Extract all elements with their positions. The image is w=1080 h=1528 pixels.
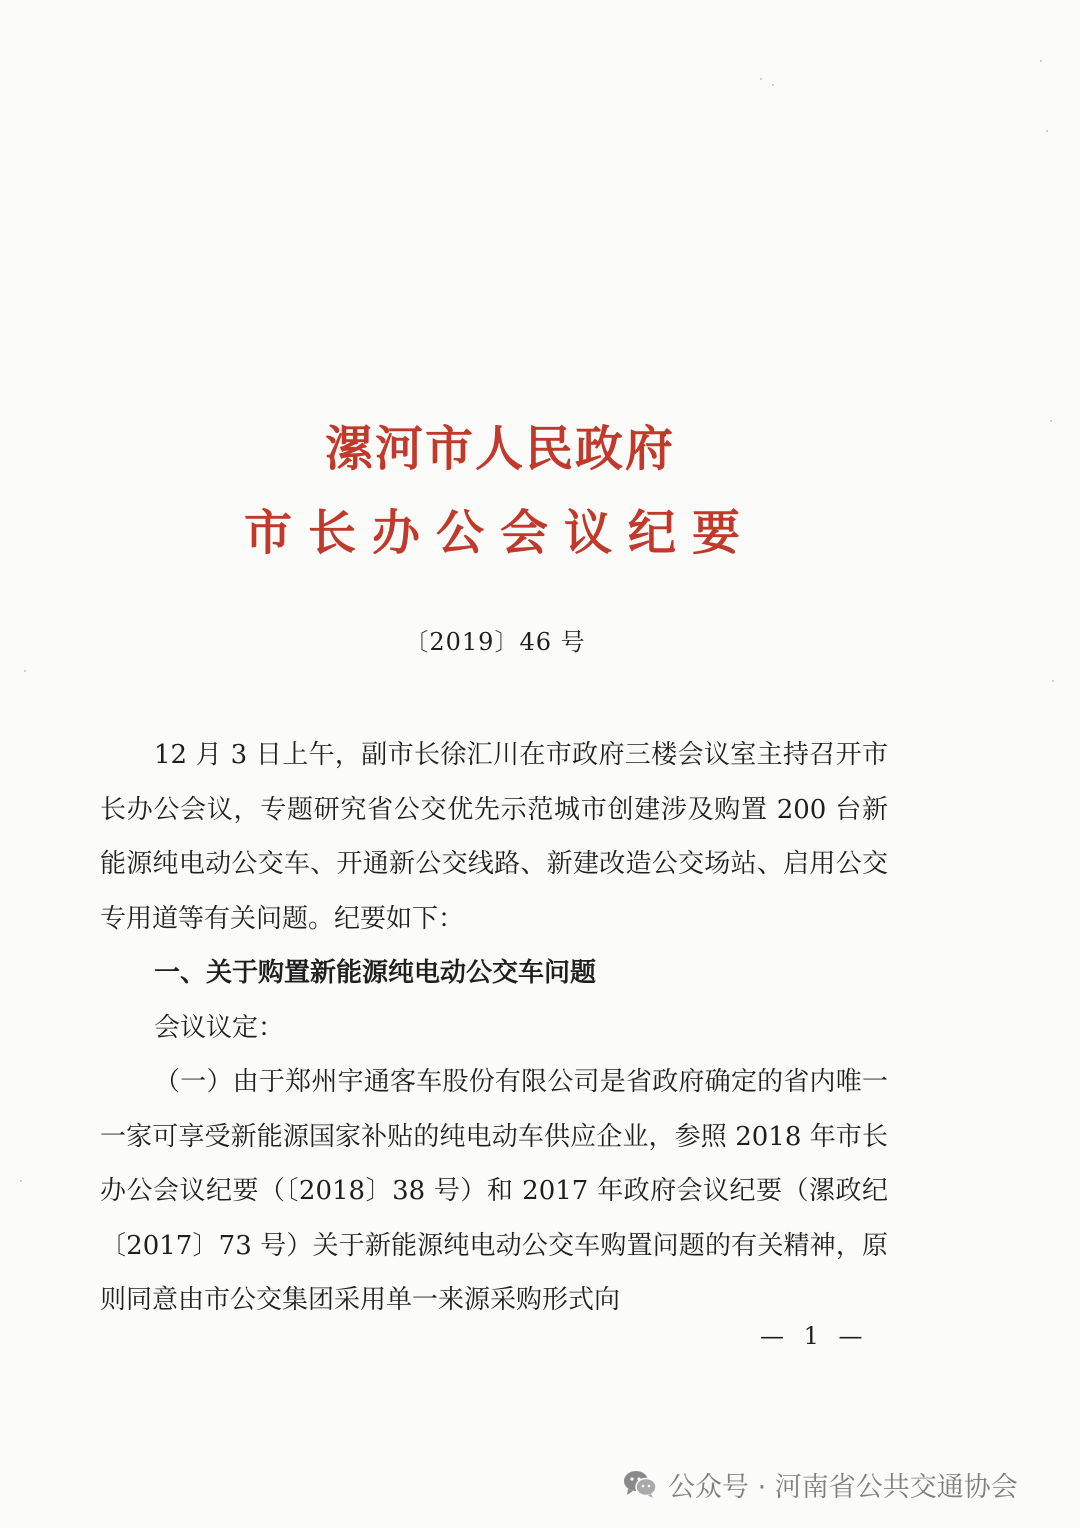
page-number: — 1 —	[760, 1322, 869, 1350]
document-body	[100, 728, 888, 1328]
scan-speck	[1040, 60, 1042, 62]
section-heading: 一、关于购置新能源纯电动公交车问题	[154, 958, 597, 988]
issuer-title: 漯河市人民政府	[324, 421, 675, 477]
scan-speck	[20, 1180, 22, 1182]
document-type-title: 市长办公会议纪要	[243, 505, 756, 561]
scan-speck	[772, 84, 774, 86]
resolution-item-1: （一）由于郑州宇通客车股份有限公司是省政府确定的省内唯一一家可享受新能源国家补贴的纯电动车供应企业，参照 2018 年市长办公会议纪要（〔2018〕38 号）和 2017 年政府会议纪要（漯政纪〔2017〕73 号）关于新能源纯电动公交车购置问题的有关精神，原则同意由市公交集团采用单一来源采购形式向	[100, 1067, 888, 1315]
document-number: 〔2019〕46 号	[404, 628, 586, 656]
scan-speck	[24, 670, 26, 672]
scan-speck	[760, 78, 762, 80]
wechat-icon	[622, 1468, 658, 1500]
resolution-label: 会议议定：	[154, 1012, 285, 1043]
scan-speck	[1050, 420, 1052, 422]
scan-speck	[1052, 680, 1054, 682]
watermark-text: 公众号 · 河南省公共交通协会	[668, 1471, 1018, 1503]
watermark	[622, 1462, 1018, 1506]
scan-speck	[1046, 130, 1048, 132]
intro-paragraph: 12 月 3 日上午，副市长徐汇川在市政府三楼会议室主持召开市长办公会议，专题研究省公交优先示范城市创建涉及购置 200 台新能源纯电动公交车、开通新公交线路、新建改造公交场站、启用公交专用道等有关问题。纪要如下：	[100, 740, 888, 934]
